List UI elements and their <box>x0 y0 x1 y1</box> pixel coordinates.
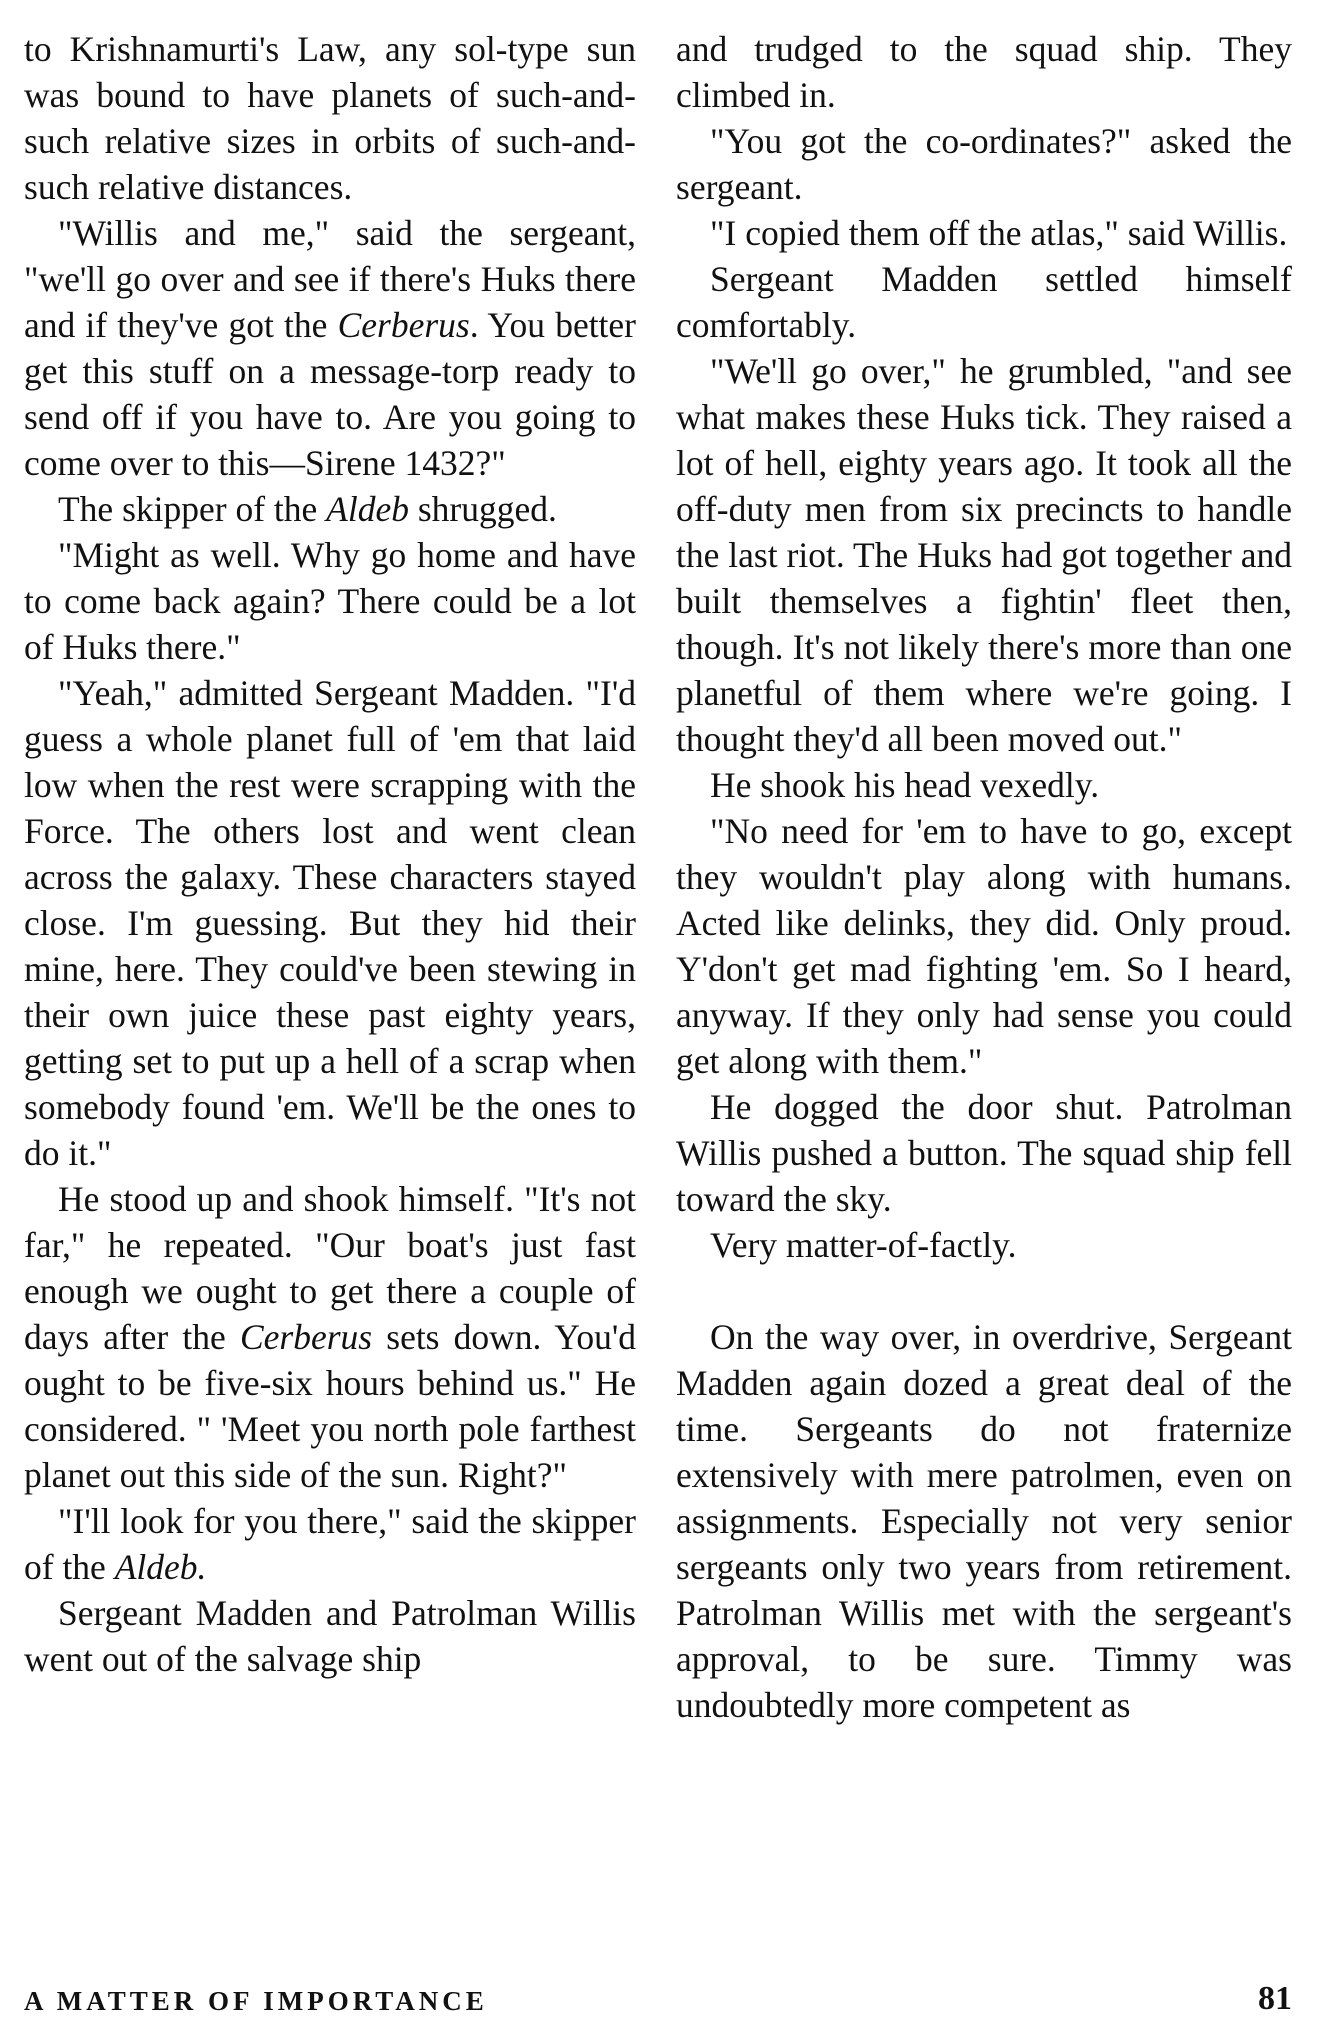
text-run: The skipper of the <box>58 489 327 529</box>
text-run: "I copied them off the atlas," said Willis. <box>710 213 1288 253</box>
paragraph <box>24 486 636 532</box>
paragraph <box>676 1084 1292 1222</box>
text-run: He dogged the door shut. Patrolman Willis pushed a button. The squad ship fell toward the sky. <box>676 1087 1292 1219</box>
paragraph <box>676 762 1292 808</box>
italic-text: Cerberus <box>239 1317 373 1357</box>
text-run: to Krishnamurti's Law, any sol-type sun was bound to have planets of such-and-such relative sizes in orbits of such-and-such relative distances. <box>24 29 636 207</box>
text-run: "Might as well. Why go home and have to come back again? There could be a lot of Huks there." <box>24 535 636 667</box>
text-run: Sergeant Madden settled himself comfortably. <box>676 259 1292 345</box>
text-run: . You better get this stuff on a message-torp ready to send off if you have to. Are you going to come over to this—Sirene 1432?" <box>24 305 636 483</box>
paragraph <box>24 1590 636 1682</box>
paragraph <box>676 26 1292 118</box>
text-run: "I'll look for you there," said the skipper of the <box>24 1501 636 1587</box>
text-run: "We'll go over," he grumbled, "and see what makes these Huks tick. They raised a lot of hell, eighty years ago. It took all the off-duty men from six precincts to handle the last riot. The Huks had got together and built themselves a fightin' fleet then, though. It's not likely there's more than one planetful of them where we're going. I thought they'd all been moved out." <box>676 351 1292 759</box>
paragraph <box>676 348 1292 762</box>
text-run: Sergeant Madden and Patrolman Willis went out of the salvage ship <box>24 1593 636 1679</box>
text-run: He stood up and shook himself. "It's not far," he repeated. "Our boat's just fast enough we ought to get there a couple of days after the <box>24 1179 636 1357</box>
text-run: shrugged. <box>408 489 557 529</box>
paragraph <box>676 256 1292 348</box>
paragraph <box>24 670 636 1176</box>
paragraph <box>676 808 1292 1084</box>
page-footer <box>24 1980 1292 2026</box>
right-column <box>676 26 1292 1728</box>
text-run: "No need for 'em to have to go, except they wouldn't play along with humans. Acted like delinks, they did. Only proud. Y'don't get mad fighting 'em. So I heard, anyway. If they only had sense you could get along with them." <box>676 811 1292 1081</box>
text-run: On the way over, in overdrive, Sergeant Madden again dozed a great deal of the time. Sergeants do not fraternize extensively with mere patrolmen, even on assignments. Especially not very senior sergeants only two years from retirement. Patrolman Willis met with the sergeant's approval, to be sure. Timmy was undoubtedly more competent as <box>676 1317 1292 1725</box>
italic-text: Aldeb <box>326 489 409 529</box>
paragraph <box>676 210 1292 256</box>
text-run: "Willis and me," said the sergeant, "we'll go over and see if there's Huks there and if they've got the <box>24 213 636 345</box>
left-column <box>24 26 636 1682</box>
text-run: He shook his head vexedly. <box>710 765 1100 805</box>
text-run: and trudged to the squad ship. They climbed in. <box>676 29 1292 115</box>
text-run: sets down. You'd ought to be five-six hours behind us." He considered. " 'Meet you north pole farthest planet out this side of the sun. Right?" <box>24 1317 636 1495</box>
paragraph <box>24 1498 636 1590</box>
paragraph <box>24 210 636 486</box>
paragraph <box>24 532 636 670</box>
italic-text: Cerberus <box>337 305 470 345</box>
text-run: "You got the co-ordinates?" asked the sergeant. <box>676 121 1292 207</box>
page-number: 81 <box>1258 1980 1292 2017</box>
text-run: Very matter-of-factly. <box>710 1225 1017 1265</box>
text-run: "Yeah," admitted Sergeant Madden. "I'd guess a whole planet full of 'em that laid low when the rest were scrapping with the Force. The others lost and went clean across the galaxy. These characters stayed close. I'm guessing. But they hid their mine, here. They could've been stewing in their own juice these past eighty years, getting set to put up a hell of a scrap when somebody found 'em. We'll be the ones to do it." <box>24 673 636 1173</box>
paragraph <box>24 1176 636 1498</box>
paragraph <box>676 1222 1292 1268</box>
paragraph <box>676 118 1292 210</box>
italic-text: Aldeb. <box>114 1547 207 1587</box>
paragraph <box>676 1314 1292 1728</box>
running-title: A MATTER OF IMPORTANCE <box>24 1986 488 2016</box>
paragraph <box>24 26 636 210</box>
